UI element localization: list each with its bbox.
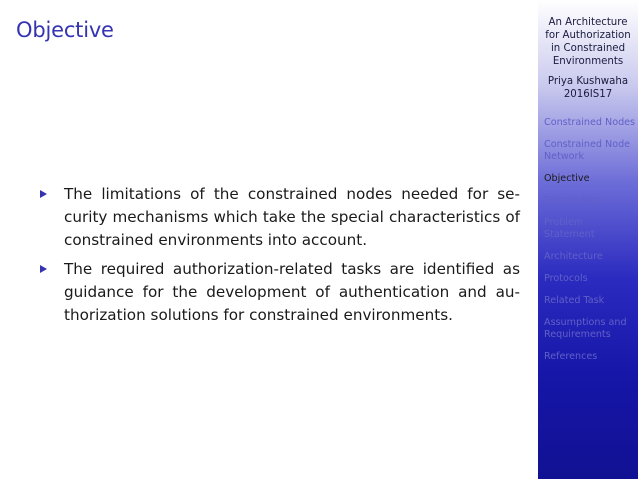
navigation-sidebar	[538, 0, 638, 479]
bullet-text: The limitations of the constrained nodes needed for se-curity mechanisms which take the special characteristics of constrained environments into account.	[64, 185, 520, 249]
section-nav	[544, 117, 636, 363]
nav-item-problem-statement[interactable]: Problem Statement	[544, 217, 595, 240]
bullet-item	[40, 183, 520, 252]
frame-title: Objective	[16, 18, 114, 42]
nav-item-assumptions-and-requirements[interactable]: Assumptions and Requirements	[544, 317, 627, 340]
nav-item-terminology[interactable]: Terminology	[544, 195, 603, 206]
nav-item-architecture[interactable]: Architecture	[544, 251, 603, 262]
triangle-bullet-icon	[40, 265, 47, 273]
author-info[interactable]: Priya Kushwaha 2016IS17	[547, 76, 629, 100]
presentation-title[interactable]: An Architecture for Authorization in Constrained Environments	[545, 17, 631, 67]
nav-item-objective[interactable]: Objective	[544, 173, 590, 184]
bullet-item	[40, 258, 520, 327]
nav-item-related-task[interactable]: Related Task	[544, 295, 605, 306]
nav-item-constrained-node-network[interactable]: Constrained Node Network	[544, 139, 631, 162]
triangle-bullet-icon	[40, 190, 47, 198]
nav-item-constrained-nodes[interactable]: Constrained Nodes	[544, 117, 636, 128]
nav-item-protocols[interactable]: Protocols	[544, 273, 588, 284]
nav-item-references[interactable]: References	[544, 351, 598, 362]
bullet-text: The required authorization-related tasks are identified as guidance for the development of authentication and au-thorization solutions for constrained environments.	[64, 260, 520, 324]
bullet-list	[40, 183, 520, 333]
